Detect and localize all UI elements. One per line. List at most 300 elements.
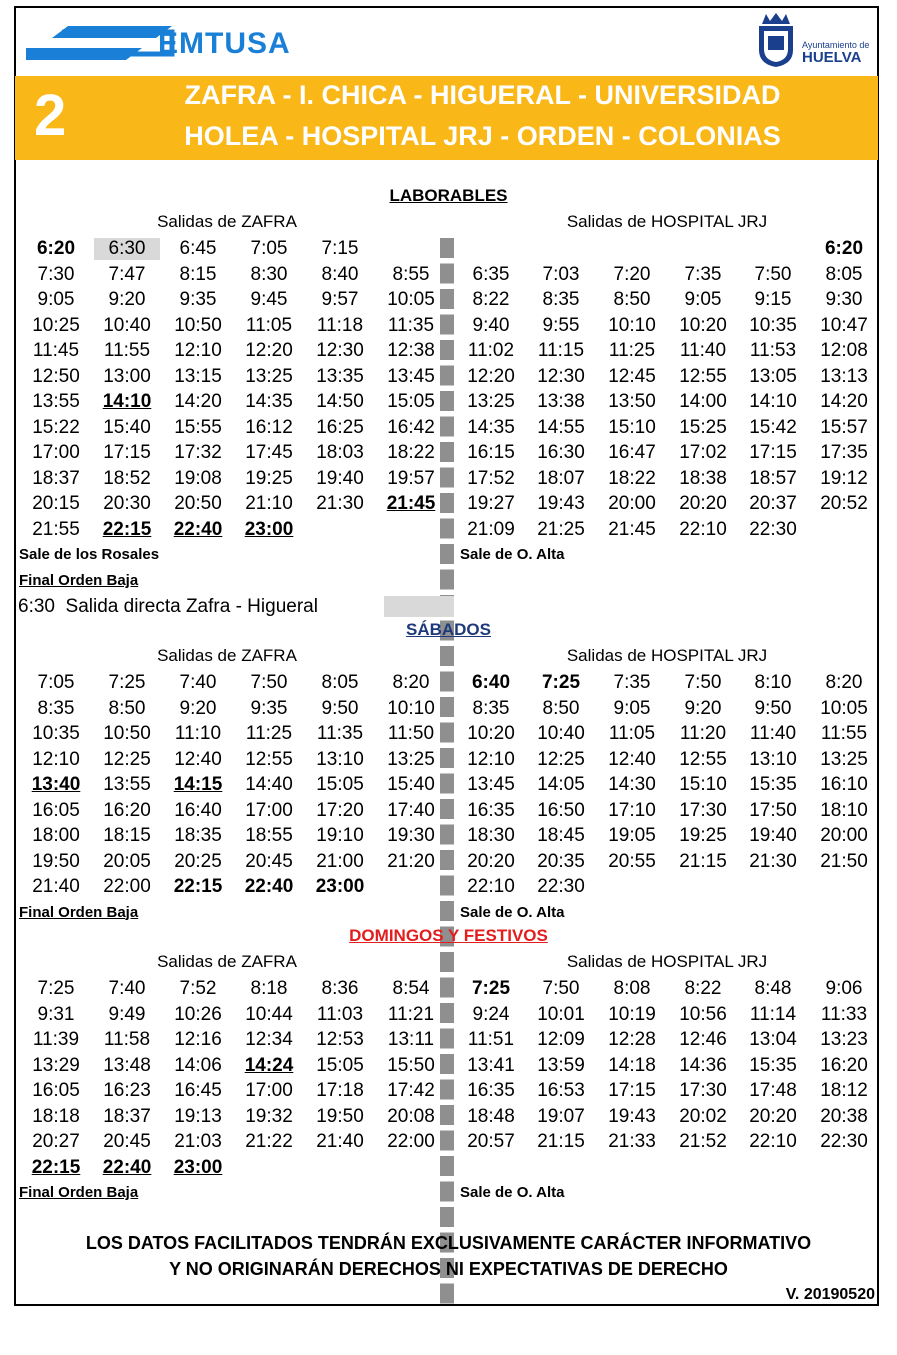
departure-time: 22:15 <box>102 518 152 540</box>
departure-time: 15:57 <box>820 416 868 438</box>
departure-time: 7:50 <box>542 978 580 999</box>
departure-time: 12:20 <box>467 365 515 387</box>
departure-time: 9:20 <box>684 697 722 719</box>
departure-time: 13:13 <box>820 365 868 387</box>
departure-time: 18:45 <box>537 825 585 846</box>
departure-time: 7:30 <box>37 263 75 285</box>
departure-time: 16:20 <box>103 799 151 821</box>
departure-time: 8:50 <box>542 697 580 719</box>
departure-time: 17:20 <box>316 799 364 821</box>
departure-time: 17:18 <box>316 1080 364 1101</box>
departure-time: 19:43 <box>537 493 585 514</box>
departure-time: 14:35 <box>245 391 293 412</box>
departure-time: 10:56 <box>679 1003 727 1025</box>
departure-time: 10:25 <box>32 314 80 336</box>
departure-time: 7:03 <box>542 263 580 285</box>
ayuntamiento-label: Ayuntamiento de <box>802 40 870 50</box>
departure-time: 16:40 <box>174 799 222 821</box>
departure-time: 6:20 <box>36 238 76 259</box>
departure-time: 13:10 <box>316 748 364 770</box>
departure-time: 7:50 <box>754 263 792 285</box>
departure-time: 20:05 <box>103 850 151 872</box>
departure-time: 14:20 <box>174 391 222 412</box>
departure-time: 17:48 <box>749 1080 797 1101</box>
departure-time: 15:10 <box>608 416 656 438</box>
note-o-alta: Sale de O. Alta <box>460 1184 565 1201</box>
departure-time: 10:10 <box>387 697 435 719</box>
disclaimer-line-2: Y NO ORIGINARÁN DERECHOS NI EXPECTATIVAS DE DERECHO <box>169 1259 728 1279</box>
departure-time: 15:40 <box>387 774 435 795</box>
departure-time: 6:40 <box>471 672 511 693</box>
departure-time: 9:05 <box>37 289 75 310</box>
departure-time: 8:22 <box>684 978 722 999</box>
departure-time: 18:57 <box>749 467 797 489</box>
departure-time: 13:00 <box>103 365 151 387</box>
departure-time: 18:07 <box>537 467 585 489</box>
route-line-1: ZAFRA - I. CHICA - HIGUERAL - UNIVERSIDAD <box>184 80 781 110</box>
departure-time: 21:00 <box>316 850 364 872</box>
version-label: V. 20190520 <box>785 1286 875 1303</box>
departure-time: 13:38 <box>537 391 585 412</box>
departure-time: 11:45 <box>32 340 80 361</box>
departure-time: 12:55 <box>679 365 727 387</box>
departure-time: 17:30 <box>679 799 727 821</box>
departure-time: 18:00 <box>32 825 80 846</box>
departure-time: 21:22 <box>245 1131 293 1152</box>
departure-time: 22:15 <box>173 876 223 897</box>
section-title-domingos: DOMINGOS Y FESTIVOS <box>349 926 548 945</box>
departure-time: 11:35 <box>316 723 364 744</box>
departure-time: 18:48 <box>467 1105 515 1127</box>
departure-time: 12:10 <box>32 748 80 770</box>
departure-time: 18:55 <box>245 825 293 846</box>
departure-time: 15:22 <box>32 416 80 438</box>
departure-time: 18:37 <box>103 1105 151 1127</box>
departure-time: 11:05 <box>245 314 293 336</box>
departure-time: 18:38 <box>679 467 727 489</box>
departure-time: 7:15 <box>321 238 359 259</box>
departure-time: 16:35 <box>467 799 515 821</box>
departure-time: 13:59 <box>537 1054 585 1076</box>
departure-time: 9:35 <box>250 697 288 719</box>
departure-time: 12:55 <box>679 748 727 770</box>
departure-time: 10:44 <box>245 1003 293 1025</box>
departure-time: 9:45 <box>250 289 288 310</box>
departure-time: 22:40 <box>102 1156 152 1178</box>
departure-time: 7:35 <box>613 672 651 693</box>
departure-time: 20:20 <box>467 850 515 872</box>
departure-time: 18:15 <box>103 825 151 846</box>
departure-time: 10:35 <box>749 314 797 336</box>
direct-service-highlight <box>384 596 454 617</box>
departure-time: 17:00 <box>245 799 293 821</box>
departure-time: 9:55 <box>542 314 580 336</box>
departure-time: 8:18 <box>250 978 288 999</box>
departure-time: 9:35 <box>179 289 217 310</box>
departure-time: 8:36 <box>321 978 359 999</box>
departure-time: 20:08 <box>387 1105 435 1127</box>
departure-time: 10:26 <box>174 1003 222 1025</box>
left-heading: Salidas de ZAFRA <box>157 952 297 971</box>
departure-time: 11:55 <box>820 723 868 744</box>
departure-time: 8:05 <box>825 263 863 285</box>
departure-time: 21:45 <box>386 493 436 514</box>
disclaimer-line-1: LOS DATOS FACILITADOS TENDRÁN EXCLUSIVAMENTE CARÁCTER INFORMATIVO <box>85 1233 812 1253</box>
departure-time: 19:32 <box>245 1105 293 1127</box>
departure-time: 20:25 <box>174 850 222 872</box>
departure-time: 11:39 <box>32 1029 80 1050</box>
departure-time: 19:57 <box>387 467 435 489</box>
departure-time: 8:35 <box>542 289 580 310</box>
departure-time: 16:23 <box>103 1080 151 1101</box>
departure-time: 10:50 <box>103 723 151 744</box>
right-heading: Salidas de HOSPITAL JRJ <box>566 646 768 665</box>
departure-time: 17:15 <box>749 442 797 463</box>
departure-time: 22:30 <box>820 1131 868 1152</box>
departure-time: 21:15 <box>679 850 727 872</box>
departure-time: 17:15 <box>103 442 151 463</box>
departure-time: 13:04 <box>749 1029 797 1050</box>
departure-time: 15:05 <box>316 774 364 795</box>
departure-time: 14:36 <box>679 1054 727 1076</box>
departure-time: 20:57 <box>467 1131 515 1152</box>
departure-time: 12:25 <box>537 748 585 770</box>
departure-time: 7:50 <box>250 672 288 693</box>
departure-time: 12:10 <box>174 340 222 361</box>
departure-time: 19:25 <box>245 467 293 489</box>
departure-time: 14:10 <box>749 391 797 412</box>
departure-time: 15:35 <box>749 1054 797 1076</box>
departure-time: 13:10 <box>749 748 797 770</box>
departure-time: 9:49 <box>108 1003 146 1025</box>
departure-time: 23:00 <box>315 876 365 897</box>
departure-time: 11:33 <box>820 1003 868 1025</box>
departure-time: 7:05 <box>37 672 75 693</box>
departure-time: 20:27 <box>32 1131 80 1152</box>
departure-time: 14:40 <box>245 774 293 795</box>
note-final-orden-baja: Final Orden Baja <box>19 1184 139 1201</box>
departure-time: 7:25 <box>37 978 75 999</box>
departure-time: 18:30 <box>467 825 515 846</box>
departure-time: 20:35 <box>537 850 585 872</box>
departure-time: 7:25 <box>471 978 511 999</box>
departure-time: 13:11 <box>387 1029 435 1050</box>
departure-time: 14:24 <box>244 1054 294 1076</box>
departure-time: 11:25 <box>245 723 293 744</box>
departure-time: 13:55 <box>103 774 151 795</box>
departure-time: 12:28 <box>608 1029 656 1050</box>
departure-time: 16:35 <box>467 1080 515 1101</box>
departure-time: 20:45 <box>103 1131 151 1152</box>
departure-time: 15:55 <box>174 416 222 438</box>
departure-time: 12:09 <box>537 1029 585 1050</box>
departure-time: 21:15 <box>537 1131 585 1152</box>
departure-time: 8:35 <box>37 697 75 719</box>
departure-time: 16:47 <box>608 442 656 463</box>
departure-time: 23:00 <box>173 1156 223 1178</box>
departure-time: 16:25 <box>316 416 364 438</box>
departure-time: 8:20 <box>392 672 430 693</box>
section-title-laborables: LABORABLES <box>389 186 508 205</box>
departure-time: 14:20 <box>820 391 868 412</box>
departure-time: 10:47 <box>820 314 868 336</box>
departure-time: 12:30 <box>316 340 364 361</box>
departure-time: 13:41 <box>467 1054 515 1076</box>
departure-time: 21:50 <box>820 850 868 872</box>
departure-time: 13:35 <box>316 365 364 387</box>
departure-time: 22:10 <box>467 876 515 897</box>
departure-time: 7:40 <box>108 978 146 999</box>
departure-time: 17:02 <box>679 442 727 463</box>
departure-time: 10:20 <box>679 314 727 336</box>
departure-time: 10:50 <box>174 314 222 336</box>
departure-time: 19:07 <box>537 1105 585 1127</box>
departure-time: 14:35 <box>467 416 515 438</box>
departure-time: 18:10 <box>820 799 868 821</box>
departure-time: 11:35 <box>387 314 435 336</box>
departure-time: 23:00 <box>244 518 294 540</box>
departure-time: 9:20 <box>179 697 217 719</box>
departure-time: 11:03 <box>316 1003 364 1025</box>
direct-service-text <box>18 596 318 617</box>
departure-time: 19:50 <box>32 850 80 872</box>
departure-time: 12:45 <box>608 365 656 387</box>
departure-time: 13:25 <box>467 391 515 412</box>
departure-time: 22:00 <box>387 1131 435 1152</box>
huelva-shield-icon <box>756 12 796 68</box>
departure-time: 7:47 <box>108 263 146 285</box>
departure-time: 7:20 <box>613 263 651 285</box>
departure-time: 15:05 <box>387 391 435 412</box>
departure-time: 16:45 <box>174 1080 222 1101</box>
departure-time: 8:48 <box>754 978 792 999</box>
departure-time: 17:45 <box>245 442 293 463</box>
departure-time: 12:34 <box>245 1029 293 1050</box>
departure-time: 21:40 <box>316 1131 364 1152</box>
departure-time: 17:10 <box>608 799 656 821</box>
departure-time: 22:10 <box>679 518 727 540</box>
departure-time: 12:40 <box>174 748 222 770</box>
departure-time: 19:10 <box>316 825 364 846</box>
departure-time: 17:00 <box>245 1080 293 1101</box>
departure-time: 22:15 <box>31 1156 81 1178</box>
departure-time: 20:30 <box>103 493 151 514</box>
departure-time: 8:40 <box>321 263 359 285</box>
departure-time: 8:22 <box>472 289 510 310</box>
departure-time: 7:52 <box>179 978 217 999</box>
direct-service-time: 6:30 <box>18 596 55 617</box>
departure-time: 15:42 <box>749 416 797 438</box>
departure-time: 10:01 <box>537 1003 585 1025</box>
departure-time: 15:10 <box>679 774 727 795</box>
departure-time: 16:05 <box>32 799 80 821</box>
departure-time: 9:20 <box>108 289 146 310</box>
departure-time: 7:25 <box>108 672 146 693</box>
departure-time: 12:46 <box>679 1029 727 1050</box>
departure-time: 20:55 <box>608 850 656 872</box>
departure-time: 10:05 <box>387 289 435 310</box>
departure-time: 17:32 <box>174 442 222 463</box>
departure-time: 7:35 <box>684 263 722 285</box>
departure-time: 22:40 <box>173 518 223 540</box>
departure-time: 9:30 <box>825 289 863 310</box>
departure-time: 13:05 <box>749 365 797 387</box>
departure-time: 16:53 <box>537 1080 585 1101</box>
departure-time: 17:30 <box>679 1080 727 1101</box>
departure-time: 18:18 <box>32 1105 80 1127</box>
departure-time: 8:20 <box>825 672 863 693</box>
departure-time: 19:25 <box>679 825 727 846</box>
departure-time: 17:35 <box>820 442 868 463</box>
departure-time: 10:40 <box>537 723 585 744</box>
departure-time: 16:20 <box>820 1054 868 1076</box>
departure-time: 14:30 <box>608 774 656 795</box>
departure-time: 19:08 <box>174 467 222 489</box>
departure-time: 20:45 <box>245 850 293 872</box>
departure-time: 19:43 <box>608 1105 656 1127</box>
departure-time: 8:08 <box>613 978 651 999</box>
departure-time: 11:40 <box>679 340 727 361</box>
departure-time: 17:15 <box>608 1080 656 1101</box>
departure-time: 20:52 <box>820 493 868 514</box>
departure-time: 11:25 <box>608 340 656 361</box>
direct-service-description: Salida directa Zafra - Higueral <box>65 596 318 617</box>
departure-time: 20:00 <box>608 493 656 514</box>
departure-time: 10:35 <box>32 723 80 744</box>
departure-time: 12:50 <box>32 365 80 387</box>
departure-time: 21:03 <box>174 1131 222 1152</box>
departure-time: 11:10 <box>174 723 222 744</box>
departure-time: 8:50 <box>613 289 651 310</box>
departure-time: 18:22 <box>608 467 656 489</box>
departure-time: 17:50 <box>749 799 797 821</box>
route-line-2: HOLEA - HOSPITAL JRJ - ORDEN - COLONIAS <box>184 121 781 151</box>
brand-name: EMTUSA <box>158 27 291 60</box>
departure-time: 22:10 <box>749 1131 797 1152</box>
direct-service-row <box>16 596 438 617</box>
departure-time: 8:30 <box>250 263 288 285</box>
line-number: 2 <box>34 83 67 148</box>
departure-time: 9:15 <box>754 289 792 310</box>
departure-time: 12:30 <box>537 365 585 387</box>
departure-time: 20:20 <box>749 1105 797 1127</box>
departure-time: 13:55 <box>32 391 80 412</box>
departure-time: 7:50 <box>684 672 722 693</box>
departure-time: 9:50 <box>754 697 792 719</box>
departure-time: 13:40 <box>31 774 81 795</box>
departure-time: 18:12 <box>820 1080 868 1101</box>
departure-time: 9:50 <box>321 697 359 719</box>
departure-time: 15:25 <box>679 416 727 438</box>
departure-time: 20:00 <box>820 825 868 846</box>
departure-time: 12:40 <box>608 748 656 770</box>
departure-time: 13:45 <box>387 365 435 387</box>
departure-time: 10:10 <box>608 314 656 336</box>
departure-time: 10:05 <box>820 697 868 719</box>
departure-time: 15:35 <box>749 774 797 795</box>
departure-time: 13:29 <box>32 1054 80 1076</box>
departure-time: 12:08 <box>820 340 868 361</box>
departure-time: 8:10 <box>754 672 792 693</box>
departure-time: 17:52 <box>467 467 515 489</box>
departure-time: 18:03 <box>316 442 364 463</box>
departure-time: 20:37 <box>749 493 797 514</box>
departure-time: 19:40 <box>749 825 797 846</box>
departure-time: 12:55 <box>245 748 293 770</box>
note-rosales: Sale de los Rosales <box>19 546 160 563</box>
departure-time: 9:05 <box>613 697 651 719</box>
departure-time: 18:35 <box>174 825 222 846</box>
departure-time: 19:12 <box>820 467 868 489</box>
departure-time: 18:52 <box>103 467 151 489</box>
right-heading: Salidas de HOSPITAL JRJ <box>566 212 768 231</box>
departure-time: 21:40 <box>32 876 80 897</box>
departure-time: 8:55 <box>392 263 430 285</box>
departure-time: 19:27 <box>467 493 515 514</box>
departure-time: 21:45 <box>608 518 656 540</box>
departure-time: 13:48 <box>103 1054 151 1076</box>
departure-time: 16:10 <box>820 774 868 795</box>
departure-time: 14:00 <box>679 391 727 412</box>
departure-time: 6:35 <box>472 263 510 285</box>
city-name: HUELVA <box>802 49 862 66</box>
departure-time: 6:30 <box>94 238 160 260</box>
departure-time: 21:30 <box>749 850 797 872</box>
departure-time: 21:25 <box>537 518 585 540</box>
departure-time: 12:16 <box>174 1029 222 1050</box>
departure-time: 18:37 <box>32 467 80 489</box>
departure-time: 11:50 <box>387 723 435 744</box>
departure-time: 21:10 <box>245 493 293 514</box>
departure-time: 10:20 <box>467 723 515 744</box>
departure-time: 8:50 <box>108 697 146 719</box>
departure-time: 15:50 <box>387 1054 435 1076</box>
departure-time: 13:23 <box>820 1029 868 1050</box>
departure-time: 20:15 <box>32 493 80 514</box>
departure-time: 11:15 <box>537 340 585 361</box>
departure-time: 16:50 <box>537 799 585 821</box>
section-title-sabados: SÁBADOS <box>405 620 491 639</box>
departure-time: 18:22 <box>387 442 435 463</box>
departure-time: 7:25 <box>541 672 581 693</box>
departure-time: 16:30 <box>537 442 585 463</box>
left-heading: Salidas de ZAFRA <box>157 646 297 665</box>
departure-time: 16:42 <box>387 416 435 438</box>
departure-time: 14:10 <box>102 391 152 412</box>
departure-time: 22:00 <box>103 876 151 897</box>
departure-time: 21:20 <box>387 850 435 872</box>
departure-time: 11:40 <box>749 723 797 744</box>
departure-time: 22:30 <box>537 876 585 897</box>
departure-time: 20:50 <box>174 493 222 514</box>
departure-time: 11:53 <box>749 340 797 361</box>
departure-time: 17:42 <box>387 1080 435 1101</box>
departure-time: 8:35 <box>472 697 510 719</box>
departure-time: 9:57 <box>321 289 359 310</box>
departure-time: 20:02 <box>679 1105 727 1127</box>
departure-time: 8:54 <box>392 978 430 999</box>
departure-time: 11:02 <box>467 340 515 361</box>
departure-time: 21:33 <box>608 1131 656 1152</box>
departure-time: 17:00 <box>32 442 80 463</box>
departure-time: 21:55 <box>32 518 80 540</box>
departure-time: 8:15 <box>179 263 217 285</box>
departure-time: 15:40 <box>103 416 151 438</box>
departure-time: 11:51 <box>467 1029 515 1050</box>
departure-time: 9:40 <box>472 314 510 336</box>
departure-time: 7:40 <box>179 672 217 693</box>
departure-time: 13:15 <box>174 365 222 387</box>
